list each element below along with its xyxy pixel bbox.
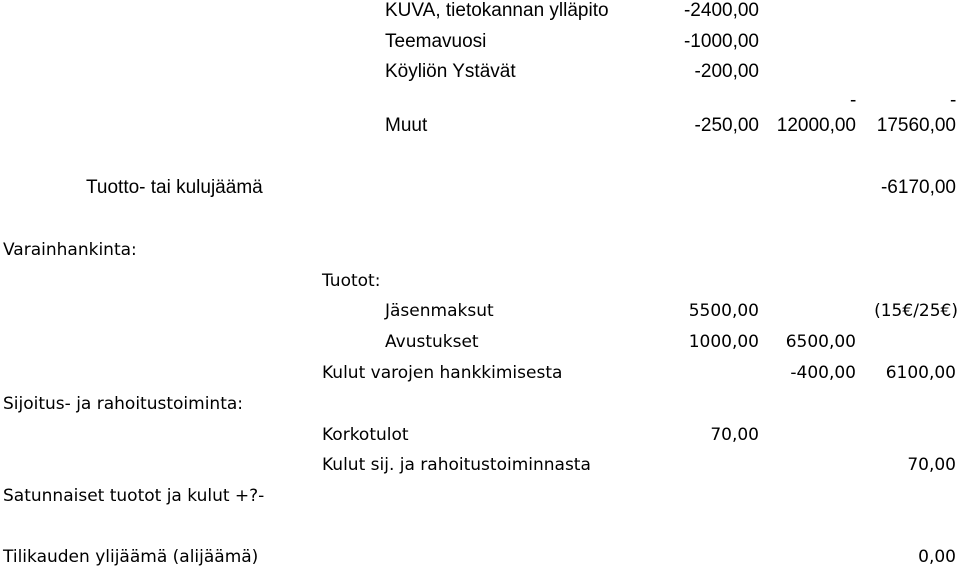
tuotto-kulujaama-amount: -6170,00 [880,177,956,198]
jasenmaksut-note: (15€/25€) [874,301,958,321]
kulut-sij-label: Kulut sij. ja rahoitustoiminnasta [322,455,591,475]
row-koylion-label: Köyliön Ystävät [385,61,516,82]
jasenmaksut-amount: 5500,00 [688,301,759,321]
row-muut-label: Muut [385,115,428,136]
row-kuva-amount: -2400,00 [683,0,759,21]
jasenmaksut-label: Jäsenmaksut [385,301,494,321]
row-kuva-label: KUVA, tietokannan ylläpito [385,0,609,21]
sijoitus-heading: Sijoitus- ja rahoitustoiminta: [3,394,244,414]
tilikausi-label: Tilikauden ylijäämä (alijäämä) [3,547,259,567]
kulut-varojen-total: 6100,00 [885,363,956,383]
kulut-varojen-amount: -400,00 [790,363,856,383]
kulut-sij-total: 70,00 [907,455,956,475]
row-koylion-amount: -200,00 [694,61,759,82]
row-muut-col3: 17560,00 [876,115,956,136]
avustukset-amount: 1000,00 [688,332,759,352]
korkotulot-amount: 70,00 [710,425,759,445]
col3-prefix: - [950,90,957,111]
varainhankinta-heading: Varainhankinta: [3,240,137,260]
row-teemavuosi-label: Teemavuosi [385,31,487,52]
tuotto-kulujaama-label: Tuotto- tai kulujäämä [86,177,263,198]
row-muut-col2: 12000,00 [776,115,856,136]
korkotulot-label: Korkotulot [322,425,409,445]
avustukset-label: Avustukset [385,332,479,352]
col2-prefix: - [850,90,857,111]
row-muut-amount: -250,00 [694,115,759,136]
satunnaiset-heading: Satunnaiset tuotot ja kulut +?- [3,486,265,506]
row-teemavuosi-amount: -1000,00 [683,31,759,52]
kulut-varojen-label: Kulut varojen hankkimisesta [322,363,563,383]
tuotot-label: Tuotot: [322,271,381,291]
tilikausi-amount: 0,00 [918,547,956,567]
avustukset-subtotal: 6500,00 [785,332,856,352]
